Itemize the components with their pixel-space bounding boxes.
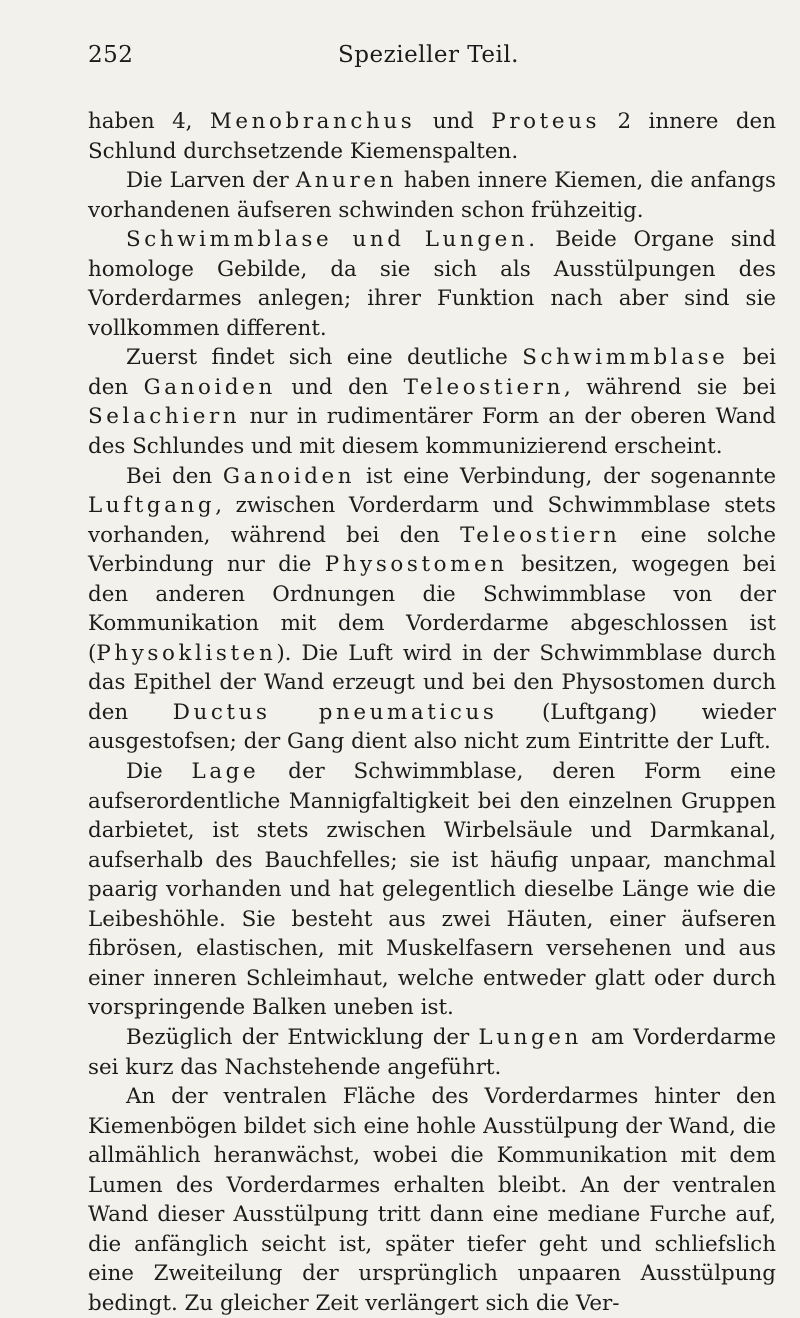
text-segment: der Schwimmblase, deren Form eine aufserordentliche Mannigfaltigkeit bei den einzelnen Gruppen darbietet, ist stets zwischen Wirbelsäule und Darmkanal, aufserhalb des Bauchfelles; sie ist häufig unpaar, manchmal paarig vorhanden und hat gelegentlich dieselbe Länge wie die Leibeshöhle. Sie besteht aus zwei Häuten, einer äufseren fibrösen, elastischen, mit Muskelfasern versehenen und aus einer inneren Schleimhaut, welche entweder glatt oder durch vorspringende Balken uneben ist. <box>88 759 776 1021</box>
text-segment: besitzen, wogegen bei den anderen Ordnungen die Schwimmblase von der Kommunikation mit dem Vorderdarme abgeschlossen ist ( <box>88 552 776 666</box>
text-segment: , während sie bei <box>563 374 776 400</box>
text-segment: Beide Organe sind homologe Gebilde, da sie sich als Ausstülpungen des Vorderdarmes anlegen; ihrer Funktion nach aber sind sie vollkommen different. <box>88 227 777 341</box>
text-segment: 2 innere den Schlund durchsetzende Kiemenspalten. <box>88 109 776 164</box>
text-segment: und den <box>275 374 404 400</box>
text-segment: , zwischen Vorderdarm und Schwimmblase stets vorhanden, während bei den <box>88 493 776 548</box>
paragraph <box>88 225 776 343</box>
text-segment: Bei den <box>126 463 223 489</box>
emphasized-term: Anuren <box>295 168 397 194</box>
text-segment: eine solche Verbindung nur die <box>88 522 776 578</box>
page-number: 252 <box>88 42 134 68</box>
emphasized-term: Physoklisten <box>96 640 277 666</box>
emphasized-term: Physostomen <box>324 552 508 578</box>
text-segment: haben innere Kiemen, die anfangs vorhandenen äufseren schwinden schon frühzeitig. <box>88 168 776 223</box>
text-segment: ist eine Verbindung, der sogenannte <box>355 463 776 489</box>
emphasized-term: Teleostiern <box>403 374 564 400</box>
text-segment: Bezüglich der Entwicklung der <box>126 1024 479 1050</box>
paragraph <box>88 757 776 1023</box>
paragraph <box>88 166 776 225</box>
emphasized-term: Lungen <box>478 1024 582 1050</box>
text-segment: nur in rudimentärer Form an der oberen Wand des Schlundes und mit diesem kommunizierend erscheint. <box>88 404 776 460</box>
body-text <box>88 107 776 1318</box>
emphasized-term: Ganoiden <box>143 374 276 400</box>
emphasized-term: Ganoiden <box>222 463 356 489</box>
emphasized-term: Luftgang <box>88 493 216 519</box>
paragraph <box>88 462 776 757</box>
text-segment: Die Larven der <box>126 168 296 194</box>
text-segment: und <box>415 109 492 134</box>
page-header <box>88 42 768 82</box>
emphasized-term: Proteus <box>491 109 601 134</box>
text-segment: Zuerst findet sich eine deutliche <box>126 345 523 371</box>
text-segment: An der ventralen Fläche des Vorderdarmes hinter den Kiemenbögen bildet sich eine hohle Ausstülpung der Wand, die allmählich heranwächst, wobei die Kommunikation mit dem Lumen des Vorderdarmes erhalten bleibt. An der ventralen Wand dieser Ausstülpung tritt dann eine mediane Furche auf, die anfänglich seicht ist, später tiefer geht und schliefslich eine Zweiteilung der ursprünglich unpaaren Ausstülpung bedingt. Zu gleicher Zeit verlängert sich die Ver- <box>88 1084 776 1316</box>
text-segment: am Vorderdarme sei kurz das Nachstehende angeführt. <box>88 1024 777 1080</box>
text-segment: Die <box>126 759 192 785</box>
emphasized-term: Ductus pneumaticus <box>172 699 498 725</box>
paragraph <box>88 107 776 166</box>
running-title: Spezieller Teil. <box>338 42 519 68</box>
text-segment: (Luftgang) wieder ausgestofsen; der Gang dient also nicht zum Eintritte der Luft. <box>88 699 776 755</box>
paragraph <box>88 1023 776 1082</box>
emphasized-term: Teleostiern <box>460 522 621 548</box>
emphasized-term: Menobranchus <box>209 109 416 134</box>
text-segment: bei den <box>88 345 776 400</box>
emphasized-term: Selachiern <box>88 404 241 430</box>
emphasized-term: Schwimmblase und Lungen. <box>126 227 539 253</box>
emphasized-term: Schwimmblase <box>522 345 729 371</box>
paragraph <box>88 1082 776 1318</box>
emphasized-term: Lage <box>191 759 260 785</box>
text-segment: ). Die Luft wird in der Schwimmblase durch das Epithel der Wand erzeugt und bei den Physostomen durch den <box>88 640 776 725</box>
paragraph <box>88 343 776 461</box>
text-segment: haben 4, <box>88 109 210 134</box>
